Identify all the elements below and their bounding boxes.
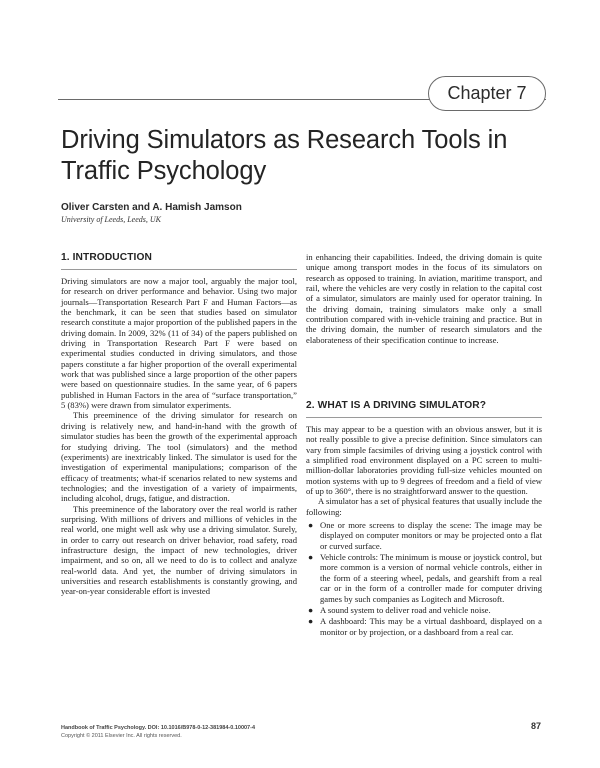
paragraph: This preeminence of the laboratory over the real world is rather surprising. With millions of drivers and millions of vehicles in the real world, one might well ask why use a driving simulator. Surely, in order to carry out research on driver behavior, road safety, road infrastructure design, the impact of new technologies, driver impairment, and so on, all we need to do is to collect and analyze real-world data. And yet, the number of driving simulators in universities and research establishments is constantly growing, and year-on-year considerable effort is invested (61, 503, 297, 597)
citation: Handbook of Traffic Psychology. DOI: 10.1016/B978-0-12-381984-0.10007-4 (61, 725, 256, 731)
section-heading-what-is: 2. WHAT IS A DRIVING SIMULATOR? (306, 400, 487, 411)
paragraph: This preeminence of the driving simulator for research on driving is relatively new, and hand-in-hand with the growth of simulator studies has been the growth of the experimental approach for studying driving. The tool (simulators) and the method (experiments) are inextricably linked. The simulator is used for the investigation of experimental manipulations; comparison of the efficacy of treatments; what-if scenarios related to new systems and technologies; and the investigation of a variety of impairments, including alcohol, drugs, fatigue, and distraction. (61, 410, 297, 504)
list-item: ● Vehicle controls: The minimum is mouse or joystick control, but more common is a version of normal vehicle controls, either in the form of a steering wheel, pedals, and gearshift from a real car or in the form of a controller made for computer driving games by such companies as Logitech and Microsoft. (308, 552, 542, 604)
paragraph: A simulator has a set of physical features that usually include the following: (306, 496, 542, 517)
left-column (61, 252, 297, 597)
chapter-label: Chapter 7 (428, 76, 546, 111)
paragraph: This may appear to be a question with an obvious answer, but it is not really possible to give a precise definition. Since simulators can vary from simple facsimiles of driving using a joystick control with a simplified road environment displayed on a PC screen to multi-million-dollar laboratories providing full-size vehicles mounted on motion systems with up to 9 degrees of freedom and a field of view of up to 360°, there is no straightforward answer to the question. (306, 424, 542, 497)
copyright: Copyright © 2011 Elsevier Inc. All rights reserved. (61, 733, 182, 739)
right-column-section (306, 400, 542, 638)
section-rule (61, 269, 297, 270)
bullet-icon: ● (308, 604, 314, 615)
list-item: ● One or more screens to display the scene: The image may be displayed on computer monitors or may be projected onto a flat or curved surface. (308, 520, 542, 551)
list-item: ● A dashboard: This may be a virtual dashboard, displayed on a monitor or by projection, or a dashboard from a real car. (308, 616, 542, 637)
right-column-continuation (306, 252, 542, 345)
chapter-title: Driving Simulators as Research Tools in Traffic Psychology (61, 126, 508, 185)
section-heading-introduction: 1. INTRODUCTION (61, 252, 152, 263)
authors: Oliver Carsten and A. Hamish Jamson (61, 202, 242, 213)
bullet-icon: ● (308, 552, 314, 563)
page-number: 87 (530, 721, 541, 731)
affiliation: University of Leeds, Leeds, UK (61, 215, 161, 224)
bullet-icon: ● (308, 616, 314, 627)
feature-list (306, 520, 542, 637)
list-item: ● A sound system to deliver road and vehicle noise. (308, 604, 491, 615)
bullet-icon: ● (308, 520, 314, 531)
paragraph: in enhancing their capabilities. Indeed, the driving domain is quite unique among transport modes in the focus of its simulators on research as opposed to training. In aviation, maritime transport, and rail, where the vehicles are very costly in relation to the capital cost of a simulator, simulators are mainly used for operator training. In the driving domain, training simulators make only a small contribution compared with in-vehicle training and practice. But in the driving domain, the number of research simulators and the elaborateness of their specification continue to increase. (306, 252, 542, 345)
section-rule (306, 417, 542, 418)
paragraph: Driving simulators are now a major tool, arguably the major tool, for research on driver performance and behavior. Using two major journals—Transportation Research Part F and Human Factors—as the benchmark, it can be seen that studies based on simulator research constitute a major proportion of the published papers in the driving domain. In 2009, 32% (11 of 34) of the papers published on driving in Transportation Research Part F were based on experimental studies conducted in driving simulators, and those papers constitute a far higher proportion of the overall experimental work that was published since a large proportion of the other papers were based on questionnaire studies. In the same year, of 6 papers published in Human Factors in the area of “surface transportation,” 5 (83%) were drawn from simulator experiments. (61, 276, 297, 411)
page-footer (61, 721, 541, 739)
